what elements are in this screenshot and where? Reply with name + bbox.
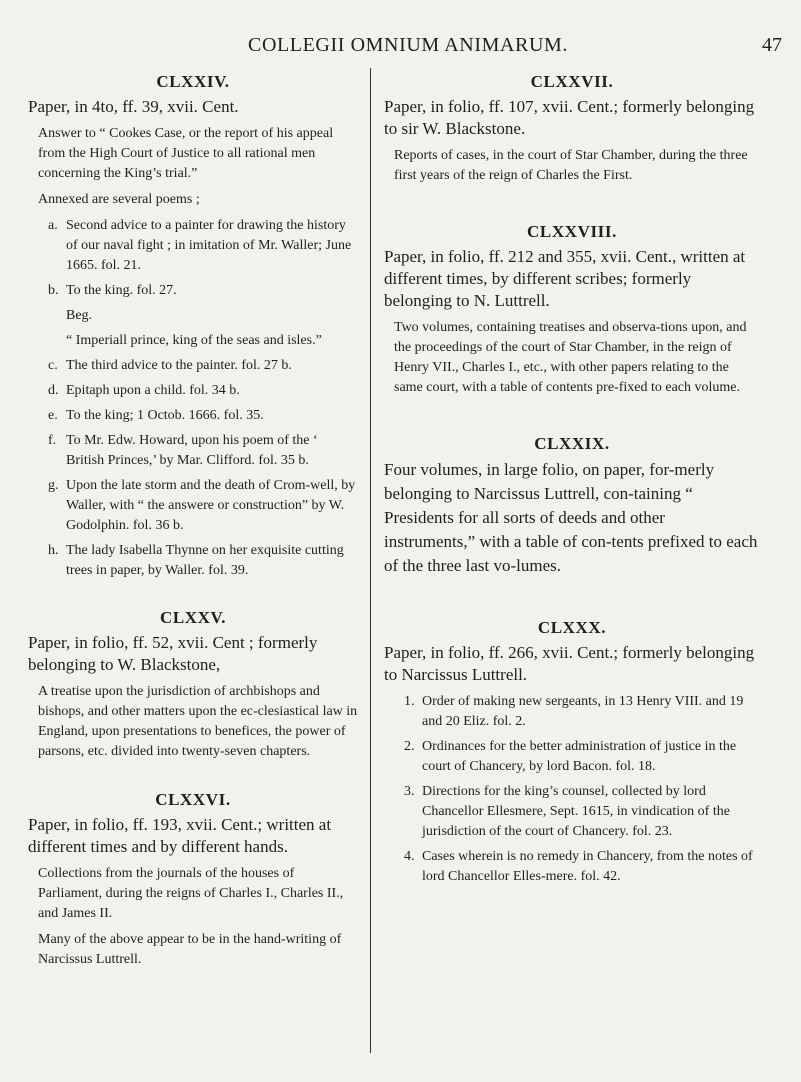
item-text: Directions for the king’s counsel, collected by lord Chancellor Ellesmere, Sept. 1615, in vindication of the jurisdiction of the court of Chancery. fol. 23. [422,784,730,839]
item-text: To the king; 1 Octob. 1666. fol. 35. [66,408,264,423]
entry-paragraph: Reports of cases, in the court of Star Chamber, during the three first years of the reign of Charles the First. [394,148,748,183]
entry-clxxiv [28,72,358,581]
entry-clxxvii [384,72,760,186]
list-item [38,331,358,351]
list-item [38,476,358,536]
item-text: Epitaph upon a child. fol. 34 b. [66,383,240,398]
item-text: Beg. [66,308,93,323]
running-title: COLLEGII OMNIUM ANIMARUM. [248,34,568,56]
item-mark: h. [48,543,59,558]
page-number: 47 [762,34,782,56]
item-text: “ Imperiall prince, king of the seas and isles.” [66,333,322,348]
entry-description: Four volumes, in large folio, on paper, for-merly belonging to Narcissus Luttrell, con-taining “ Presidents for all sorts of deeds and other instruments,” with a table of con-tents prefixed to each of the three last vo-lumes. [384,460,758,575]
item-text: Order of making new sergeants, in 13 Henry VIII. and 19 and 20 Eliz. fol. 2. [422,694,744,729]
list-item [38,281,358,301]
entry-heading: CLXXIX. [534,434,610,453]
entry-paragraph: Answer to “ Cookes Case, or the report of his appeal from the High Court of Justice to all rational men concerning the King’s trial.” [38,126,334,181]
item-mark: 3. [404,784,415,799]
item-text: Upon the late storm and the death of Crom-well, by Waller, with “ the answere or construction” by W. Godolphin. fol. 36 b. [66,478,356,533]
list-item [394,692,760,732]
item-mark: 2. [404,739,415,754]
list-item [38,216,358,276]
list-item [38,306,358,326]
item-text: The lady Isabella Thynne on her exquisite cutting trees in paper, by Waller. fol. 39. [66,543,344,578]
list-item [38,541,358,581]
entry-description: Paper, in 4to, ff. 39, xvii. Cent. [28,97,239,116]
list-item [38,356,358,376]
entry-paragraph: Two volumes, containing treatises and observa-tions upon, and the proceedings of the court of Star Chamber, in the reign of Henry VII., Charles I., etc., with other papers relating to the same court, with a table of contents pre-fixed to each volume. [394,320,747,395]
item-text: The third advice to the painter. fol. 27 b. [66,358,292,373]
item-mark: 1. [404,694,415,709]
entry-clxxix [384,434,760,578]
entry-heading: CLXXIV. [156,72,230,91]
entry-heading: CLXXX. [537,618,607,637]
item-mark: c. [48,358,58,373]
item-text: Cases wherein is no remedy in Chancery, from the notes of lord Chancellor Elles-mere. fol. 42. [422,849,753,884]
item-text: To Mr. Edw. Howard, upon his poem of the ‘ British Princes,’ by Mar. Clifford. fol. 35 b. [66,433,318,468]
item-text: To the king. fol. 27. [66,283,177,298]
entry-paragraph: A treatise upon the jurisdiction of archbishops and bishops, and other matters upon the ec-clesiastical law in England, upon presentations to benefices, the power of parsons, etc. divided into twenty-seven chapters. [38,684,358,759]
list-item [38,406,358,426]
entry-paragraph: Collections from the journals of the houses of Parliament, during the reigns of Charles I., Charles II., and James II. [38,866,344,921]
item-text: Second advice to a painter for drawing the history of our naval fight ; in imitation of Mr. Waller; June 1665. fol. 21. [66,218,352,273]
entry-heading: CLXXVI. [155,790,231,809]
entry-heading: CLXXV. [159,608,227,627]
right-column [384,72,760,892]
item-mark: d. [48,383,59,398]
entry-description: Paper, in folio, ff. 266, xvii. Cent.; formerly belonging to Narcissus Luttrell. [384,643,755,684]
list-item [38,431,358,471]
entry-heading: CLXXVII. [530,72,614,91]
entry-clxxvi [28,790,358,970]
entry-description: Paper, in folio, ff. 193, xvii. Cent.; written at different times and by different hands. [28,815,332,856]
list-item [394,737,760,777]
entry-description: Paper, in folio, ff. 212 and 355, xvii. Cent., written at different times, by different scribes; formerly belonging to N. Luttrell. [384,247,746,310]
list-item [38,381,358,401]
column-divider [370,68,371,1053]
item-text: Ordinances for the better administration of justice in the court of Chancery, by lord Bacon. fol. 18. [422,739,737,774]
list-item [394,782,760,842]
item-mark: a. [48,218,58,233]
left-column [28,72,358,976]
item-mark: g. [48,478,59,493]
entry-paragraph: Many of the above appear to be in the hand-writing of Narcissus Luttrell. [38,932,342,967]
entry-description: Paper, in folio, ff. 107, xvii. Cent.; formerly belonging to sir W. Blackstone. [384,97,755,138]
entry-clxxv [28,608,358,762]
item-mark: 4. [404,849,415,864]
entry-clxxx [384,618,760,887]
item-mark: e. [48,408,58,423]
entry-clxxviii [384,222,760,398]
item-mark: b. [48,283,59,298]
list-item [394,847,760,887]
entry-paragraph: Annexed are several poems ; [38,192,200,207]
entry-heading: CLXXVIII. [527,222,617,241]
page-header [28,34,788,64]
entry-description: Paper, in folio, ff. 52, xvii. Cent ; formerly belonging to W. Blackstone, [28,633,318,674]
item-mark: f. [48,433,57,448]
